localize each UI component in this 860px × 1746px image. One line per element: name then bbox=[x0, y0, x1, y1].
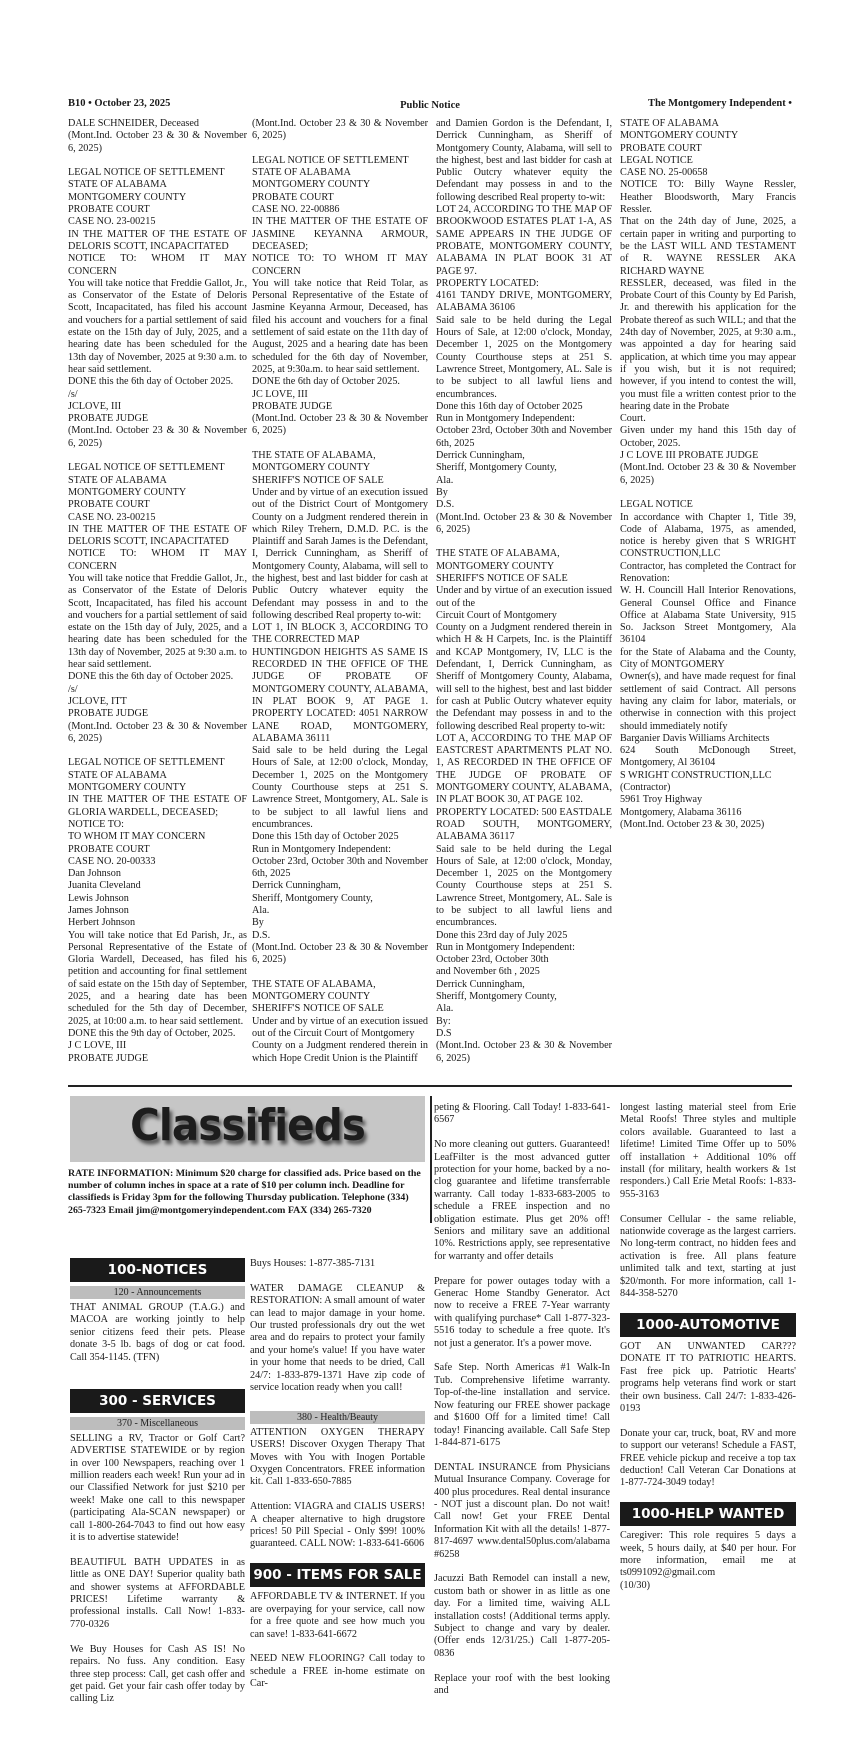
notice-line: STATE OF ALABAMA bbox=[68, 769, 167, 781]
notice-line: PROBATE COURT bbox=[68, 499, 150, 511]
classifieds-banner bbox=[70, 1096, 425, 1162]
notice-line: Sheriff, Montgomery County, bbox=[436, 991, 557, 1003]
notice-line: and November 6th , 2025 bbox=[436, 966, 540, 978]
classified-ad: Caregiver: This role requires 5 days a week, 5 hours daily, at $40 per hour. For more information, email me at ts0991092@gmail.com bbox=[620, 1530, 796, 1579]
notice-line: You will take notice that Freddie Gallot, Jr., as Conservator of the Estate of Deloris Scott, Incapacitated, has filed his account and vouchers for a partial settlement of said estate on the 15th day of July, 2025, and a hearing date has been scheduled for the 13th day of November, 2025 at 9:30 a.m. to hear said settlement. bbox=[68, 277, 247, 375]
notice-line: JCLOVE, ITT bbox=[68, 695, 127, 707]
notice-line: Run in Montgomery Independent: bbox=[436, 941, 575, 953]
notice-line: 624 South McDonough Street, Montgomery, Al 36104 bbox=[620, 745, 796, 769]
notice-line: DONE this the 6th day of October 2025. bbox=[68, 376, 234, 388]
notice-line: Ala. bbox=[252, 905, 270, 916]
section-title: Public Notice bbox=[400, 100, 460, 111]
notice-line: IN THE MATTER OF THE ESTATE OF DELORIS SCOTT, INCAPACITATED bbox=[68, 228, 247, 252]
classified-ad: Consumer Cellular - the same reliable, nationwide coverage as the largest carriers. No long-term contract, no hidden fees and activation is free. All plans feature unlimited talk and text, starting at just $20/month. For more information, call 1-844-358-5270 bbox=[620, 1213, 796, 1300]
notice-line: (Mont.Ind. October 23 & 30 & November 6, 2025) bbox=[436, 511, 612, 535]
notice-line: MONTGOMERY COUNTY bbox=[68, 782, 187, 794]
notice-line: You will take notice that Reid Tolar, as Personal Representative of the Estate of Jasmine Keyanna Armour, Deceased, has filed his account and vouchers for a final settlement of said estate on the 11th day of August, 2025 and a hearing date has been scheduled for the 6th day of November, 2025, at 9:30a.m. to hear said settlement. bbox=[252, 277, 428, 375]
notice-line: and Damien Gordon is the Defendant, I, Derrick Cunningham, as Sheriff of Montgomery County, Alabama, will sell to the highest, best and last bidder for cash at Public Outcry whatever equity the Defendant may possess in and to the following described Real property to-wit: bbox=[436, 118, 612, 203]
notice-line: SHERIFF'S NOTICE OF SALE bbox=[436, 572, 568, 584]
classified-ad: AFFORDABLE TV & INTERNET. If you are overpaying for your service, call now for a free quote and see how much you can save! 1-833-641-6672 bbox=[250, 1591, 425, 1640]
publication-name: The Montgomery Independent • bbox=[648, 98, 792, 109]
subsection-announcements: 120 - Announcements bbox=[70, 1286, 245, 1299]
notice-line: Run in Montgomery Independent: bbox=[436, 413, 575, 425]
notice-line: James Johnson bbox=[68, 905, 129, 916]
notice-line: Herbert Johnson bbox=[68, 917, 136, 929]
notice-line: DONE the 6th day of October 2025. bbox=[252, 376, 400, 388]
notice-line: LOT 24, ACCORDING TO THE MAP OF BROOKWOOD ESTATES PLAT 1-A, AS SAME APPEARS IN THE JUDGE OF PROBATE, MONTGOMERY COUNTY, ALABAMA IN PLAT BOOK 31 AT PAGE 97. bbox=[436, 204, 612, 277]
notice-line: LEGAL NOTICE OF SETTLEMENT bbox=[68, 167, 225, 179]
classifieds-column-3 bbox=[434, 1102, 610, 1697]
subsection-miscellaneous: 370 - Miscellaneous bbox=[70, 1417, 245, 1430]
notice-line: (Mont.Ind. October 23 & 30 & November 6, 2025) bbox=[68, 130, 247, 154]
notice-line: CASE NO. 25-00658 bbox=[620, 167, 708, 179]
notice-line: (Contractor) bbox=[620, 782, 671, 794]
section-header-automotive: 1000-AUTOMOTIVE bbox=[620, 1313, 796, 1337]
legal-notices-column-2 bbox=[252, 118, 428, 1065]
classified-ad: Buys Houses: 1-877-385-7131 bbox=[250, 1258, 376, 1269]
notice-line: CASE NO. 23-00215 bbox=[68, 216, 156, 228]
notice-line: (Mont.Ind. October 23 & 30 & November 6, 2025) bbox=[252, 941, 428, 966]
notice-line: (Mont.Ind. October 23 & 30 & November 6, 2025) bbox=[252, 413, 428, 437]
classified-ad: Replace your roof with the best looking and bbox=[434, 1672, 610, 1696]
notice-line: DONE this the 6th day of October 2025. bbox=[68, 671, 234, 683]
notice-line: October 23rd, October 30th and November 6th, 2025 bbox=[252, 855, 428, 880]
rate-information: RATE INFORMATION: Minimum $20 charge for classified ads. Price based on the number of column inches in space at a rate of $10 per column inch. Deadline for classifieds is Friday 3pm for the following Thursday publication. Telephone (334) 265-7323 Email jim@montgomeryindependent.com FAX (334) 265-7320 bbox=[68, 1168, 421, 1216]
notice-line: Juanita Cleveland bbox=[68, 880, 141, 892]
notice-line: PROBATE JUDGE bbox=[68, 1052, 149, 1064]
notice-line: (Mont.Ind. October 23 & 30 & November 6, 2025) bbox=[436, 1040, 612, 1064]
notice-line: (Mont.Ind. October 23 & 30 & November 6, 2025) bbox=[68, 720, 247, 744]
classified-ad: SELLING a RV, Tractor or Golf Cart? ADVERTISE STATEWIDE or by region in over 100 Newspapers, reaching over 1 million readers each week! Run your ad in our Classified Network for just $210 per week! Make one call to this newspaper (participating Ala-SCAN newspaper) or call 1-800-264-7043 to find out how easy it is to advertise statewide! bbox=[70, 1432, 245, 1544]
notice-line: MONTGOMERY COUNTY bbox=[252, 462, 371, 474]
notice-line: PROBATE JUDGE bbox=[68, 708, 149, 720]
notice-line: You will take notice that Freddie Gallot, Jr., as Conservator of the Estate of Deloris Scott, Incapacitated, has filed his account and vouchers for a partial settlement of said estate on the 15th day of July, 2025, and a hearing date has been scheduled for the 13th day of November, 2025 at 9:30 a.m. to hear said settlement. bbox=[68, 572, 247, 671]
notice-line: NOTICE TO: WHOM IT MAY CONCERN bbox=[68, 253, 247, 277]
notice-line: MONTGOMERY COUNTY bbox=[620, 130, 739, 142]
notice-line: That on the 24th day of June, 2025, a certain paper in writing and purporting to be the LAST WILL AND TESTAMENT of R. WAYNE RESSLER AKA RICHARD WAYNE bbox=[620, 216, 796, 277]
notice-line: W. H. Councill Hall Interior Renovations, General Counsel Office and Finance Office at Alabama State University, 915 So. Jackson Street Montgomery, Ala 36104 bbox=[620, 585, 796, 646]
classifieds-title: Classifieds bbox=[130, 1100, 365, 1151]
notice-line: SHERIFF'S NOTICE OF SALE bbox=[252, 474, 384, 486]
notice-line: Derrick Cunningham, bbox=[436, 450, 525, 462]
legal-notices-column-1 bbox=[68, 118, 247, 1065]
legal-notices-column-4 bbox=[620, 118, 796, 831]
classified-ad: BEAUTIFUL BATH UPDATES in as little as ONE DAY! Superior quality bath and shower systems at AFFORDABLE PRICES! Lifetime warranty & professional installs. Call Now! 1-833-770-0326 bbox=[70, 1556, 245, 1630]
notice-line: JC LOVE, III bbox=[252, 388, 308, 400]
notice-line: IN THE MATTER OF THE ESTATE OF DELORIS SCOTT, INCAPACITATED bbox=[68, 523, 247, 548]
notice-line: Said sale to be held during the Legal Hours of Sale, at 12:00 o'clock, Monday, December 1, 2025 on the Montgomery County Courthouse steps at 251 S. Lawrence Street, Montgomery, AL. Sale is to be subject to all lawful liens and encumbrances. bbox=[436, 843, 612, 929]
notice-line: CASE NO. 20-00333 bbox=[68, 855, 156, 867]
notice-line: PROBATE JUDGE bbox=[68, 413, 149, 425]
notice-line: LEGAL NOTICE OF SETTLEMENT bbox=[68, 757, 225, 769]
notice-line: Done this 15th day of October 2025 bbox=[252, 831, 399, 843]
notice-line: Said sale to be held during the Legal Hours of Sale, at 12:00 o'clock, Monday, December 1, 2025 on the Montgomery County Courthouse steps at 251 S. Lawrence Street, Montgomery, AL. Sale is to be subject to all lawful liens and encumbrances. bbox=[436, 314, 612, 400]
notice-line: In accordance with Chapter 1, Title 39, Code of Alabama, 1975, as amended, notice is hereby given that S WRIGHT CONSTRUCTION,LLC bbox=[620, 511, 796, 560]
notice-line: Under and by virtue of an execution issued out of the Circuit Court of Montgomery bbox=[252, 1015, 428, 1039]
notice-line: JCLOVE, III bbox=[68, 400, 122, 412]
page-date: B10 • October 23, 2025 bbox=[68, 98, 171, 109]
notice-line: CASE NO. 22-00886 bbox=[252, 204, 340, 216]
notice-line: NOTICE TO: bbox=[68, 818, 124, 830]
notice-line: PROBATE COURT bbox=[68, 843, 150, 855]
notice-line: STATE OF ALABAMA bbox=[252, 167, 351, 179]
notice-line: Done this 23rd day of July 2025 bbox=[436, 929, 568, 941]
notice-line: PROBATE COURT bbox=[68, 204, 150, 216]
notice-line: for the State of Alabama and the County, City of MONTGOMERY bbox=[620, 646, 796, 671]
notice-line: PROBATE COURT bbox=[252, 191, 334, 203]
subsection-health-beauty: 380 - Health/Beauty bbox=[250, 1411, 425, 1424]
section-divider bbox=[68, 1085, 792, 1087]
notice-line: LEGAL NOTICE OF SETTLEMENT bbox=[68, 462, 225, 474]
classified-ad: Attention: VIAGRA and CIALIS USERS! A cheaper alternative to high drugstore prices! 50 Pill Special - Only $99! 100% guaranteed. CALL NOW: 1-833-641-6606 bbox=[250, 1501, 425, 1550]
classified-ad-date: (10/30) bbox=[620, 1579, 650, 1591]
notice-line: MONTGOMERY COUNTY bbox=[68, 486, 187, 498]
notice-line: LOT 1, IN BLOCK 3, ACCORDING TO THE CORRECTED MAP bbox=[252, 622, 428, 646]
notice-line: Circuit Court of Montgomery bbox=[436, 609, 557, 621]
notice-line: Derrick Cunningham, bbox=[436, 978, 525, 990]
legal-notices-column-3 bbox=[436, 118, 612, 1065]
notice-line: /s/ bbox=[68, 388, 78, 400]
section-header-items-for-sale: 900 - ITEMS FOR SALE bbox=[250, 1563, 425, 1587]
notice-line: 4161 TANDY DRIVE, MONTGOMERY, ALABAMA 36106 bbox=[436, 290, 612, 314]
notice-line: SHERIFF'S NOTICE OF SALE bbox=[252, 1003, 384, 1015]
notice-line: CASE NO. 23-00215 bbox=[68, 511, 156, 523]
section-header-services: 300 - SERVICES bbox=[70, 1389, 245, 1413]
notice-line: County on a Judgment rendered therein in which H & H Carpets, Inc. is the Plaintiff and KCAP Montgomery, IV, LLC is the Defendant, I, Derrick Cunningham, as Sheriff of Montgomery County, Alabama, will sell to the highest, best and last bidder for cash at Public Outcry whatever equity the Defendant may possess in and to the following described Real property to-wit: bbox=[436, 622, 612, 732]
notice-line: Barganier Davis Williams Architects bbox=[620, 732, 770, 744]
column-divider bbox=[430, 1096, 432, 1223]
classified-ad: Jacuzzi Bath Remodel can install a new, custom bath or shower in as little as one day. For a limited time, waiving ALL installation costs! (Additional terms apply. Subject to change and vary by dealer. (Offer ends 12/31/25.) Call 1-877-205-0836 bbox=[434, 1573, 610, 1659]
classifieds-column-4 bbox=[620, 1102, 796, 1592]
notice-line: LOT A, ACCORDING TO THE MAP OF EASTCREST APARTMENTS PLAT NO. 1, AS RECORDED IN THE OFFICE OF THE JUDGE OF PROBATE OF MONTGOMERY COUNTY, ALABAMA, IN PLAT BOOK 30, AT PAGE 102. bbox=[436, 732, 612, 806]
notice-line: By: bbox=[436, 1015, 451, 1027]
notice-line: LEGAL NOTICE bbox=[620, 499, 693, 511]
section-header-help-wanted: 1000-HELP WANTED bbox=[620, 1502, 796, 1526]
notice-line: Lewis Johnson bbox=[68, 892, 129, 904]
notice-line: By bbox=[252, 917, 264, 929]
classified-ad: THAT ANIMAL GROUP (T.A.G.) and MACOA are working jointly to help senior citizens feed their pets. Please donate 3-5 lb. bags of dog or cat food. Call 354-1145. (TFN) bbox=[70, 1302, 245, 1363]
notice-line: Contractor, has completed the Contract for Renovation: bbox=[620, 560, 796, 584]
notice-line: IN THE MATTER OF THE ESTATE OF GLORIA WARDELL, DECEASED; bbox=[68, 794, 247, 818]
notice-line: Under and by virtue of an execution issued out of the bbox=[436, 585, 612, 609]
notice-line: Court. bbox=[620, 413, 646, 425]
notice-line: D.S. bbox=[252, 929, 271, 941]
notice-line: Done this 16th day of October 2025 bbox=[436, 400, 583, 412]
notice-line: D.S. bbox=[436, 499, 455, 511]
notice-line: STATE OF ALABAMA bbox=[68, 179, 167, 191]
notice-line: THE STATE OF ALABAMA, bbox=[252, 978, 376, 990]
notice-line: IN THE MATTER OF THE ESTATE OF JASMINE KEYANNA ARMOUR, DECEASED; bbox=[252, 216, 428, 252]
notice-line: /s/ bbox=[68, 683, 78, 695]
notice-line: By bbox=[436, 486, 448, 498]
classified-ad: peting & Flooring. Call Today! 1-833-641-6567 bbox=[434, 1102, 610, 1126]
notice-line: Under and by virtue of an execution issued out of the District Court of Montgomery County on a Judgment rendered therein in which Riley Trehern, D.M.D. P.C. is the Plaintiff and Sarah James is the Defendant, I, Derrick Cunningham, as Sheriff of Montgomery County, Alabama, will sell to the highest, best and last bidder for cash at Public Outcry whatever equity the Defendant may possess in and to the following described Real property to-wit: bbox=[252, 486, 428, 621]
classified-ad: No more cleaning out gutters. Guaranteed! LeafFilter is the most advanced gutter protection for your home, backed by a no-clog guarantee and lifetime transferrable warranty. Call today 1-833-683-2005 to schedule a FREE inspection and no obligation estimate. Plus get 20% off! Seniors and military save an additional 10%. Restrictions apply, see representative for warranty and offer details bbox=[434, 1139, 610, 1262]
notice-line: J C LOVE, III bbox=[68, 1040, 127, 1052]
classified-ad: Safe Step. North Americas #1 Walk-In Tub. Comprehensive lifetime warranty. Top-of-the-line installation and service. Now featuring our FREE shower package and $1600 Off for a limited time! Call today! Financing available. Call Safe Step 1-844-871-6175 bbox=[434, 1362, 610, 1448]
notice-line: (Mont.Ind. October 23 & 30 & November 6, 2025) bbox=[252, 118, 428, 142]
classified-ad: NEED NEW FLOORING? Call today to schedule a FREE in-home estimate on Car- bbox=[250, 1653, 425, 1690]
notice-line: Said sale to be held during the Legal Hours of Sale, at 12:00 o'clock, Monday, December 1, 2025 on the Montgomery County Courthouse steps at 251 S. Lawrence Street, Montgomery, AL. Sale is to be subject to all lawful liens and encumbrances. bbox=[252, 745, 428, 830]
notice-line: Sheriff, Montgomery County, bbox=[252, 892, 373, 904]
notice-line: Ala. bbox=[436, 474, 454, 486]
notice-line: You will take notice that Ed Parish, Jr., as Personal Representative of the Estate of Gloria Wardell, Deceased, has filed his petition and accounting for final settlement of said estate on the 15th day of September, 2025, and a hearing date has been scheduled for the 5th day of December, 2025, at 10:00 a.m. to hear said settlement. bbox=[68, 929, 247, 1027]
classified-ad: We Buy Houses for Cash AS IS! No repairs. No fuss. Any condition. Easy three step process: Call, get cash offer and get paid. Get your fair cash offer today by calling Liz bbox=[70, 1643, 245, 1705]
notice-line: STATE OF ALABAMA bbox=[620, 118, 719, 129]
notice-line: THE STATE OF ALABAMA, bbox=[436, 548, 560, 560]
notice-line: THE STATE OF ALABAMA, bbox=[252, 450, 376, 462]
notice-line: PROPERTY LOCATED: 500 EASTDALE ROAD SOUTH, MONTGOMERY, ALABAMA 36117 bbox=[436, 806, 612, 843]
section-header-notices: 100-NOTICES bbox=[70, 1258, 245, 1282]
notice-line: County on a Judgment rendered therein in which Hope Credit Union is the Plaintiff bbox=[252, 1040, 428, 1064]
notice-line: October 23rd, October 30th and November 6th, 2025 bbox=[436, 425, 612, 449]
classified-ad: GOT AN UNWANTED CAR??? DONATE IT TO PATRIOTIC HEARTS. Fast free pick up. Patriotic Hearts' programs help veterans find work or start their own business. Call 24/7: 1-833-426-0193 bbox=[620, 1340, 796, 1414]
notice-line: Derrick Cunningham, bbox=[252, 880, 341, 892]
notice-line: DONE this the 9th day of October, 2025. bbox=[68, 1027, 236, 1039]
classified-ad: Prepare for power outages today with a Generac Home Standby Generator. Act now to receive a FREE 7-Year warranty with qualifying purchase* Call 1-877-323-5516 today to schedule a free quote. It's not just a generator. It's a power move. bbox=[434, 1275, 610, 1349]
notice-line: LEGAL NOTICE OF SETTLEMENT bbox=[252, 154, 409, 166]
notice-line: DALE SCHNEIDER, Deceased bbox=[68, 118, 199, 129]
notice-line: MONTGOMERY COUNTY bbox=[252, 179, 371, 191]
classified-ad: longest lasting material steel from Erie Metal Roofs! Three styles and multiple colors available. Guaranteed to last a lifetime! Limited Time Offer up to 50% off installation + Additional 10% off install (for military, health workers & 1st responders.) Call Erie Metal Roofs: 1-833-955-3163 bbox=[620, 1102, 796, 1200]
classified-ad: Donate your car, truck, boat, RV and more to support our veterans! Schedule a FAST, FREE vehicle pickup and receive a top tax deduction! Call Veteran Car Donations at 1-877-724-3049 today! bbox=[620, 1427, 796, 1489]
notice-line: J C LOVE III PROBATE JUDGE bbox=[620, 450, 759, 462]
notice-line: S WRIGHT CONSTRUCTION,LLC bbox=[620, 769, 772, 781]
notice-line: PROPERTY LOCATED: bbox=[436, 277, 539, 289]
notice-line: MONTGOMERY COUNTY bbox=[68, 191, 187, 203]
notice-line: D.S bbox=[436, 1027, 452, 1039]
notice-line: Sheriff, Montgomery County, bbox=[436, 462, 557, 474]
notice-line: Montgomery, Alabama 36116 bbox=[620, 806, 742, 818]
notice-line: MONTGOMERY COUNTY bbox=[436, 560, 555, 572]
notice-line: Ala. bbox=[436, 1003, 454, 1015]
notice-line: (Mont.Ind. October 23 & 30 & November 6, 2025) bbox=[620, 462, 796, 486]
notice-line: PROBATE JUDGE bbox=[252, 400, 333, 412]
notice-line: (Mont.Ind. October 23 & 30, 2025) bbox=[620, 818, 765, 830]
notice-line: Given under my hand this 15th day of October, 2025. bbox=[620, 425, 796, 449]
notice-line: Run in Montgomery Independent: bbox=[252, 843, 391, 855]
page-header bbox=[68, 98, 792, 114]
notice-line: 5961 Troy Highway bbox=[620, 794, 703, 806]
classified-ad: WATER DAMAGE CLEANUP & RESTORATION: A small amount of water can lead to major damage in your home. Our trusted professionals dry out the wet area and do repairs to protect your family and your home's value! If you have water in your home that needs to be dried, Call 24/7: 1-833-879-1371 Have zip code of service location ready when you call! bbox=[250, 1282, 425, 1394]
notice-line: Dan Johnson bbox=[68, 868, 121, 880]
notice-line: HUNTINGDON HEIGHTS AS SAME IS RECORDED IN THE OFFICE OF THE JUDGE OF PROBATE OF MONTGOMERY COUNTY, ALABAMA, IN PLAT BOOK 9, AT PAGE 1. PROPERTY LOCATED: 4051 NARROW LANE ROAD, MONTGOMERY, ALABAMA 36111 bbox=[252, 646, 428, 744]
notice-line: RESSLER, deceased, was filed in the Probate Court of this County by Ed Parish, Jr. and therewith his application for the Probate thereof as such WILL; and that the 24th day of November, 2025, at 9:30 a.m., was appointed a day for hearing said application, at which time you may appear if you wish, but it is not required; however, if you intend to contest the will, you must file a written contest prior to the hearing date in the Probate bbox=[620, 277, 796, 412]
notice-line: NOTICE TO: Billy Wayne Ressler, Heather Bloodsworth, Mary Francis Ressler. bbox=[620, 179, 796, 216]
classified-ad: DENTAL INSURANCE from Physicians Mutual Insurance Company. Coverage for 400 plus procedures. Real dental insurance - NOT just a discount plan. Do not wait! Call now! Get your FREE Dental Information Kit with all the details! 1-877-817-4697 www.dental50plus.com/alabama #6258 bbox=[434, 1461, 610, 1560]
notice-line: TO WHOM IT MAY CONCERN bbox=[68, 831, 206, 843]
notice-line: MONTGOMERY COUNTY bbox=[252, 991, 371, 1003]
notice-line: NOTICE TO: TO WHOM IT MAY CONCERN bbox=[252, 253, 428, 277]
notice-line: PROBATE COURT bbox=[620, 142, 702, 154]
classifieds-column-2 bbox=[250, 1258, 425, 1691]
notice-line: STATE OF ALABAMA bbox=[68, 474, 167, 486]
notice-line: Owner(s), and have made request for final settlement of said Contract. All persons having any claim for labor, materials, or otherwise in connection with this project should immediately notify bbox=[620, 671, 796, 732]
notice-line: October 23rd, October 30th bbox=[436, 954, 549, 966]
classified-ad: ATTENTION OXYGEN THERAPY USERS! Discover Oxygen Therapy That Moves with You with Inogen Portable Oxygen Concentrators. FREE information kit. Call 1-833-650-7885 bbox=[250, 1426, 425, 1488]
classifieds-column-1 bbox=[70, 1258, 245, 1706]
notice-line: (Mont.Ind. October 23 & 30 & November 6, 2025) bbox=[68, 425, 247, 449]
notice-line: NOTICE TO: WHOM IT MAY CONCERN bbox=[68, 548, 247, 572]
notice-line: LEGAL NOTICE bbox=[620, 154, 693, 166]
